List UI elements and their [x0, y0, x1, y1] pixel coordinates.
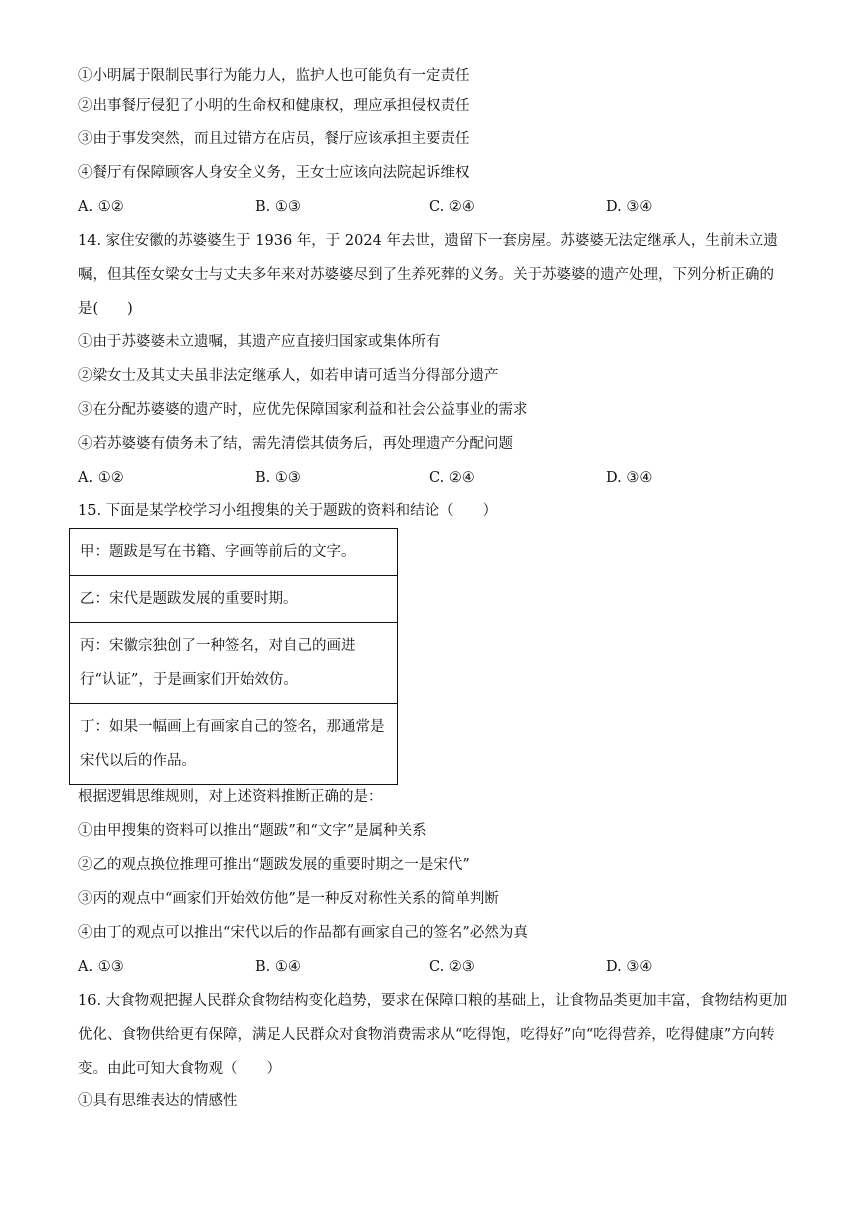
table-row — [70, 576, 398, 623]
q15-material-jia: 甲：题跋是写在书籍、字画等前后的文字。 — [70, 529, 398, 576]
q15-material-table — [69, 528, 398, 785]
q13-item-2: ②出事餐厅侵犯了小明的生命权和健康权，理应承担侵权责任 — [78, 98, 470, 114]
table-row — [70, 529, 398, 576]
q14-option-d[interactable]: D. ③④ — [606, 470, 653, 486]
q14-item-3: ③在分配苏婆婆的遗产时，应优先保障国家利益和社会公益事业的需求 — [78, 402, 528, 418]
q14-option-c[interactable]: C. ②④ — [429, 470, 475, 486]
q15-material-yi: 乙：宋代是题跋发展的重要时期。 — [70, 576, 398, 623]
q14-options — [78, 468, 778, 488]
table-row — [70, 623, 398, 704]
q14-option-a[interactable]: A. ①② — [78, 470, 124, 486]
q13-options — [78, 197, 778, 217]
q13-item-3: ③由于事发突然，而且过错方在店员，餐厅应该承担主要责任 — [78, 131, 470, 147]
q14-item-1: ①由于苏婆婆未立遗嘱，其遗产应直接归国家或集体所有 — [78, 334, 441, 350]
table-row — [70, 704, 398, 785]
q15-item-1: ①由甲搜集的资料可以推出“题跋”和“文字”是属种关系 — [78, 823, 427, 839]
q15-options — [78, 957, 778, 977]
q14-stem: 14. 家住安徽的苏婆婆生于 1936 年，于 2024 年去世，遗留下一套房屋。苏婆婆无法定继承人，生前未立遗嘱，但其侄女梁女士与丈夫多年来对苏婆婆尽到了生养死葬的义务。关于苏婆婆的遗产处理，下列分析正确的是( ) — [78, 233, 778, 317]
q13-option-a[interactable]: A. ①② — [78, 199, 124, 215]
q13-item-4: ④餐厅有保障顾客人身安全义务，王女士应该向法院起诉维权 — [78, 165, 470, 181]
q15-material-bing: 丙：宋徽宗独创了一种签名，对自己的画进行“认证”，于是画家们开始效仿。 — [70, 623, 398, 704]
q13-item-1: ①小明属于限制民事行为能力人，监护人也可能负有一定责任 — [78, 68, 470, 84]
q15-item-4: ④由丁的观点可以推出“宋代以后的作品都有画家自己的签名”必然为真 — [78, 925, 528, 941]
q15-option-c[interactable]: C. ②③ — [429, 959, 475, 975]
q15-stem: 15. 下面是某学校学习小组搜集的关于题跋的资料和结论（ ） — [78, 503, 498, 519]
q14-option-b[interactable]: B. ①③ — [255, 470, 301, 486]
q15-option-b[interactable]: B. ①④ — [255, 959, 301, 975]
q14-item-2: ②梁女士及其丈夫虽非法定继承人，如若申请可适当分得部分遗产 — [78, 368, 499, 384]
q15-lead: 根据逻辑思维规则，对上述资料推断正确的是： — [78, 789, 383, 805]
q16-item-1: ①具有思维表达的情感性 — [78, 1093, 238, 1109]
q16-stem: 16. 大食物观把握人民群众食物结构变化趋势，要求在保障口粮的基础上，让食物品类更加丰富，食物结构更加优化、食物供给更有保障，满足人民群众对食物消费需求从“吃得饱，吃得好”向“吃得营养，吃得健康”方向转变。由此可知大食物观（ ） — [78, 993, 788, 1077]
q15-item-3: ③丙的观点中“画家们开始效仿他”是一种反对称性关系的简单判断 — [78, 891, 499, 907]
q14-item-4: ④若苏婆婆有债务未了结，需先清偿其债务后，再处理遗产分配问题 — [78, 436, 513, 452]
q13-option-d[interactable]: D. ③④ — [606, 199, 653, 215]
q13-option-b[interactable]: B. ①③ — [255, 199, 301, 215]
q15-item-2: ②乙的观点换位推理可推出“题跋发展的重要时期之一是宋代” — [78, 857, 470, 873]
q13-option-c[interactable]: C. ②④ — [429, 199, 475, 215]
q15-material-ding: 丁：如果一幅画上有画家自己的签名，那通常是宋代以后的作品。 — [70, 704, 398, 785]
q15-option-d[interactable]: D. ③④ — [606, 959, 653, 975]
q15-option-a[interactable]: A. ①③ — [78, 959, 124, 975]
